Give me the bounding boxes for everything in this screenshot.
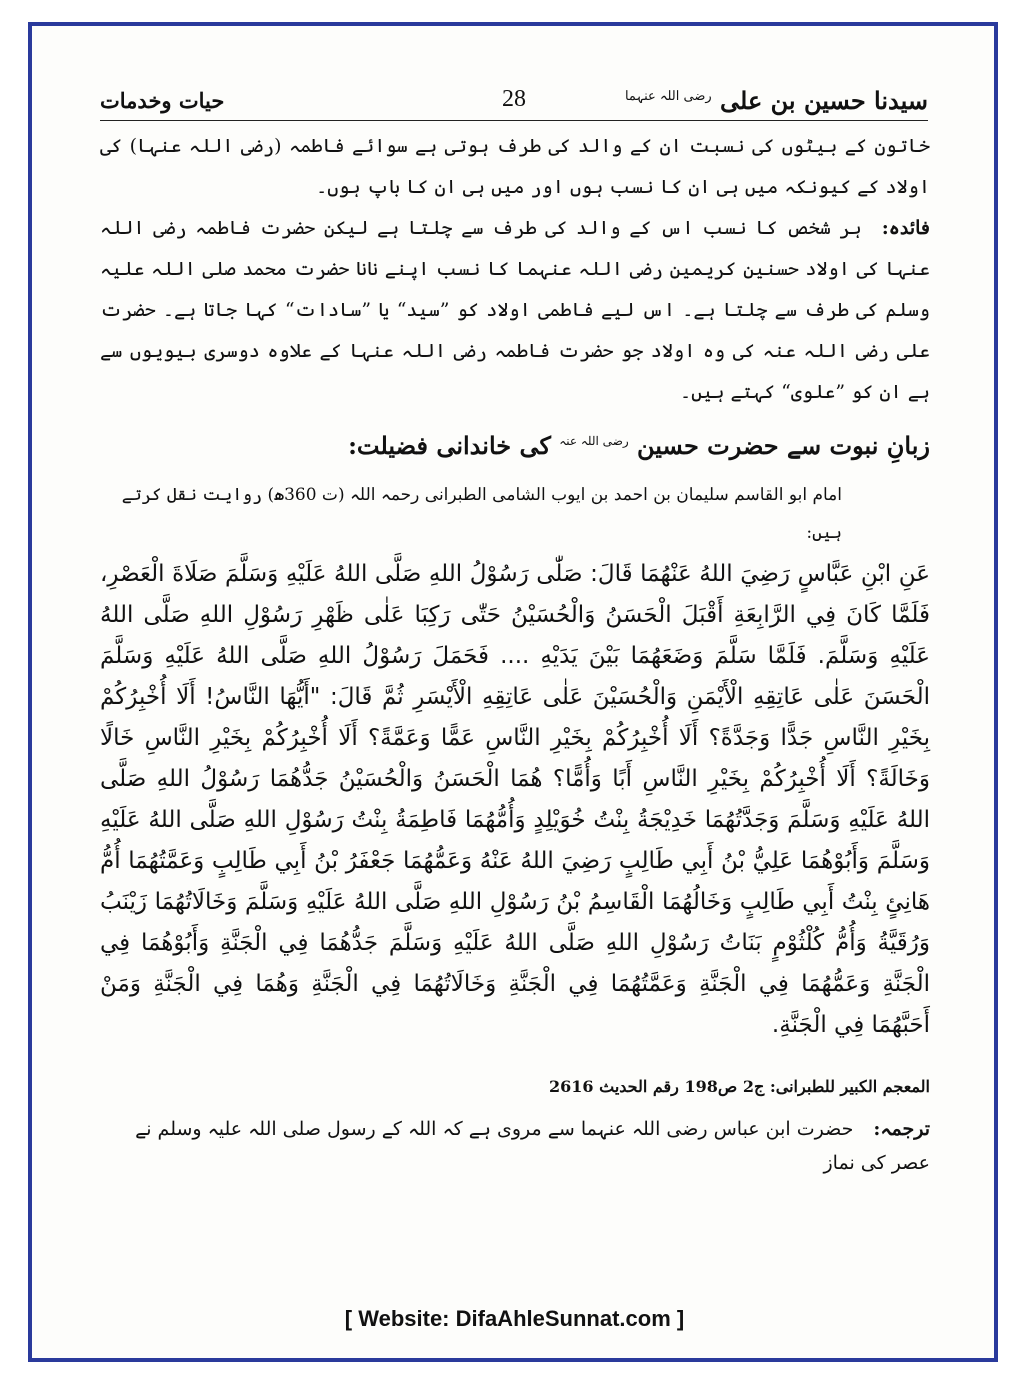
book-title-honorific: رضی اللہ عنہما bbox=[624, 89, 712, 104]
section-heading bbox=[100, 419, 930, 468]
section-title: حیات وخدمات bbox=[100, 88, 225, 113]
header-divider bbox=[100, 120, 928, 121]
narration-intro: امام ابو القاسم سلیمان بن احمد بن ایوب الشامی الطبرانی رحمہ اللہ (ت 360ھ) روایت نقل کرتے ہیں: bbox=[121, 485, 842, 543]
fayda-label: فائدہ: bbox=[881, 217, 930, 239]
page-content bbox=[100, 126, 930, 1180]
page-header bbox=[100, 86, 928, 120]
heading-honorific: رضی اللہ عنہ bbox=[559, 434, 629, 448]
hadith-reference: المعجم الکبیر للطبرانی: ج2 ص198 رقم الحدیث 2616 bbox=[549, 1077, 930, 1096]
website-footer: [ Website: DifaAhleSunnat.com ] bbox=[344, 1306, 685, 1331]
translation-text: حضرت ابن عباس رضی اللہ عنہما سے مروی ہے کہ اللہ کے رسول صلی اللہ علیہ وسلم نے عصر کی نماز bbox=[135, 1118, 930, 1174]
paragraph-2 bbox=[100, 208, 930, 413]
arabic-hadith: عَنِ ابْنِ عَبَّاسٍ رَضِيَ اللهُ عَنْهُمَا قَالَ: صَلّٰى رَسُوْلُ اللهِ صَلَّى اللهُ عَلَيْهِ وَسَلَّمَ صَلَاةَ الْعَصْرِ، فَلَمَّا كَانَ فِي الرَّابِعَةِ أَقْبَلَ الْحَسَنُ وَالْحُسَيْنُ حَتّٰى رَكِبَا عَلٰى ظَهْرِ رَسُوْلِ اللهِ صَلَّى اللهُ عَلَيْهِ وَسَلَّمَ. فَلَمَّا سَلَّمَ وَضَعَهُمَا بَيْنَ يَدَيْهِ .... فَحَمَلَ رَسُوْلُ اللهِ صَلَّى اللهُ عَلَيْهِ وَسَلَّمَ الْحَسَنَ عَلٰى عَاتِقِهِ الْأَيْمَنِ وَالْحُسَيْنَ عَلٰى عَاتِقِهِ الْأَيْسَرِ ثُمَّ قَالَ: "أَيُّهَا النَّاسُ! أَلَا أُخْبِرُكُمْ بِخَيْرِ النَّاسِ جَدًّا وَجَدَّةً؟ أَلَا أُخْبِرُكُمْ بِخَيْرِ النَّاسِ عَمًّا وَعَمَّةً؟ أَلَا أُخْبِرُكُمْ بِخَيْرِ النَّاسِ خَالًا وَخَالَةً؟ أَلَا أُخْبِرُكُمْ بِخَيْرِ النَّاسِ أَبًا وَأُمًّا؟ هُمَا الْحَسَنُ وَالْحُسَيْنُ جَدُّهُمَا رَسُوْلُ اللهِ صَلَّى اللهُ عَلَيْهِ وَسَلَّمَ وَجَدَّتُهُمَا خَدِيْجَةُ بِنْتُ خُوَيْلِدٍ وَأُمُّهُمَا فَاطِمَةُ بِنْتُ رَسُوْلِ اللهِ صَلَّى اللهُ عَلَيْهِ وَسَلَّمَ وَأَبُوْهُمَا عَلِيُّ بْنُ أَبِي طَالِبٍ رَضِيَ اللهُ عَنْهُ وَعَمُّهُمَا جَعْفَرُ بْنُ أَبِي طَالِبٍ وَعَمَّتُهُمَا أُمُّ هَانِئٍ بِنْتُ أَبِي طَالِبٍ وَخَالُهُمَا الْقَاسِمُ بْنُ رَسُوْلِ اللهِ صَلَّى اللهُ عَلَيْهِ وَسَلَّمَ وَخَالَاتُهُمَا زَيْنَبُ وَرُقَيَّةُ وَأُمُّ كُلْثُوْمٍ بَنَاتُ رَسُوْلِ اللهِ صَلَّى اللهُ عَلَيْهِ وَسَلَّمَ جَدُّهُمَا فِي الْجَنَّةِ وَأَبُوْهُمَا فِي الْجَنَّةِ وَعَمُّهُمَا فِي الْجَنَّةِ وَعَمَّتُهُمَا فِي الْجَنَّةِ وَخَالَاتُهُمَا فِي الْجَنَّةِ وَهُمَا فِي الْجَنَّةِ وَمَنْ أَحَبَّهُمَا فِي الْجَنَّةِ. bbox=[100, 561, 930, 1038]
page-number: 28 bbox=[502, 86, 526, 112]
translation-label: ترجمہ: bbox=[873, 1118, 930, 1140]
translation bbox=[100, 1112, 930, 1180]
heading-text: زبانِ نبوت سے حضرت حسین bbox=[637, 431, 930, 460]
paragraph-1: خاتون کے بیٹوں کی نسبت ان کے والد کی طرف ہوتی ہے سوائے فاطمہ (رضی اللہ عنہا) کی اولاد کے کیونکہ میں ہی ان کا نسب ہوں اور میں ہی ان کا باپ ہوں۔ bbox=[100, 135, 930, 198]
paragraph-2-text: ہر شخص کا نسب اس کے والد کی طرف سے چلتا ہے لیکن حضرت فاطمہ رضی اللہ عنہا کی اولاد حسنین کریمین رضی اللہ عنہما کا نسب اپنے نانا حضرت محمد صلی اللہ علیہ وسلم کی طرف سے چلتا ہے۔ اس لیے فاطمی اولاد کو ”سید“ یا ”سادات“ کہا جاتا ہے۔ حضرت علی رضی اللہ عنہ کی وہ اولاد جو حضرت فاطمہ رضی اللہ عنہا کے علاوہ دوسری بیویوں سے ہے ان کو ”علوی“ کہتے ہیں۔ bbox=[100, 217, 930, 403]
heading-text-after: کی خاندانی فضیلت: bbox=[348, 431, 551, 460]
book-title-text: سیدنا حسین بن علی bbox=[720, 86, 928, 115]
